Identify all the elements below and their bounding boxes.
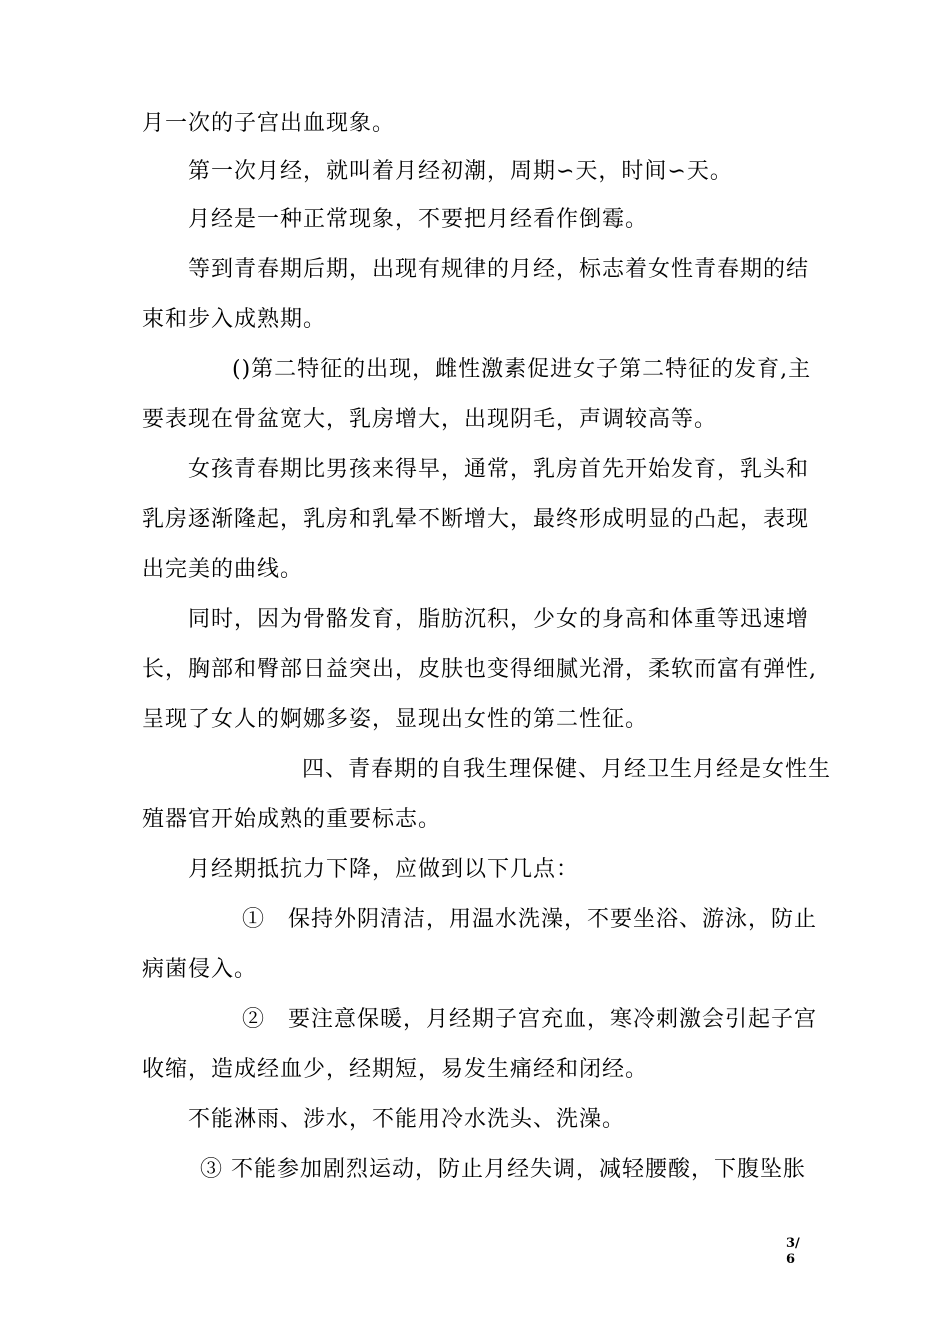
text-line: 呈现了女人的婀娜多姿，显现出女性的第二性征。 [142,707,649,732]
text-line: 收缩，造成经血少，经期短，易发生痛经和闭经。 [142,1057,649,1082]
page-number [786,1236,800,1268]
text-line: 出完美的曲线。 [142,557,304,582]
text-line: 月一次的子宫出血现象。 [142,111,396,136]
text-line: 束和步入成熟期。 [142,307,327,332]
list-item: ③ 不能参加剧烈运动，防止月经失调，减轻腰酸，下腹坠胀 [200,1157,806,1182]
text-line: ()第二特征的出现，雌性激素促进女子第二特征的发育,主 [232,357,812,382]
text-line: 月经期抵抗力下降，应做到以下几点： [188,857,580,882]
list-item: ② 要注意保暖，月经期子宫充血，寒冷刺激会引起子宫 [242,1007,818,1032]
list-item: ① 保持外阴清洁，用温水洗澡，不要坐浴、游泳，防止 [242,907,818,932]
section-heading: 四、青春期的自我生理保健、月经卫生月经是女性生 [302,757,832,782]
text-line: 等到青春期后期，出现有规律的月经，标志着女性青春期的结 [188,257,810,282]
text-line: 长，胸部和臀部日益突出，皮肤也变得细腻光滑，柔软而富有弹性, [142,657,817,682]
text-line: 病菌侵入。 [142,957,258,982]
text-line: 月经是一种正常现象，不要把月经看作倒霉。 [188,207,649,232]
text-line: 乳房逐渐隆起，乳房和乳晕不断增大，最终形成明显的凸起，表现 [142,507,810,532]
text-line: 殖器官开始成熟的重要标志。 [142,807,442,832]
page-number-total: 6 [786,1252,796,1267]
text-line: 不能淋雨、涉水，不能用冷水洗头、洗澡。 [188,1107,626,1132]
text-line: 要表现在骨盆宽大，乳房增大，出现阴毛，声调较高等。 [142,407,718,432]
text-line: 女孩青春期比男孩来得早，通常，乳房首先开始发育，乳头和 [188,457,810,482]
page-number-current: 3/ [786,1236,800,1251]
text-line: 第一次月经，就叫着月经初潮，周期∽天，时间∽天。 [188,159,733,184]
text-line: 同时，因为骨骼发育，脂肪沉积，少女的身高和体重等迅速增 [188,607,810,632]
